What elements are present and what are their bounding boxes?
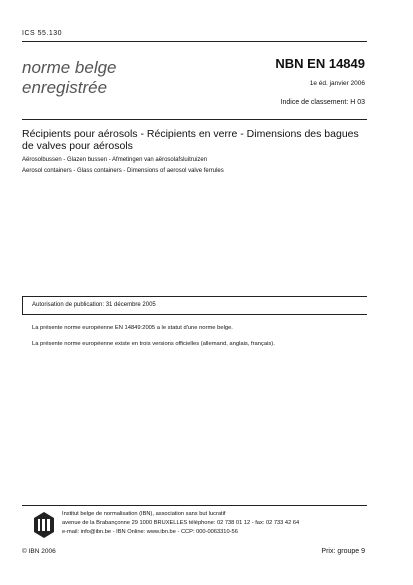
- standard-number: NBN EN 14849: [275, 56, 365, 71]
- copyright: © IBN 2006: [22, 548, 56, 555]
- title-dutch: Aërosolbussen - Glazen bussen - Afmetingen van aërosolafsluitruizen: [22, 157, 208, 163]
- brand-line-1: norme belge: [22, 58, 117, 77]
- brand-line-2: enregistrée: [22, 78, 108, 97]
- ics-code: ICS 55.130: [22, 30, 63, 37]
- document-title: Récipients pour aérosols - Récipients en verre - Dimensions des bagues de valves pour aérosols: [22, 128, 359, 152]
- authorisation-box-left: [22, 296, 23, 314]
- edition-date: 1e éd. janvier 2006: [309, 80, 365, 87]
- institute-name: Institut belge de normalisation (IBN), association sans but lucratif: [62, 511, 226, 517]
- ibn-logo: [34, 512, 54, 538]
- institute-contact: e-mail: info@ibn.be - IBN Online: www.ibn.be - CCP: 000-0063310-56: [62, 529, 238, 535]
- classification-index: Indice de classement: H 03: [280, 99, 365, 106]
- authorisation-text: Autorisation de publication: 31 décembre 2005: [32, 302, 156, 308]
- versions-paragraph: La présente norme européenne existe en trois versions officielles (allemand, anglais, français).: [32, 341, 275, 347]
- footer-rule: [22, 505, 367, 506]
- institute-address: avenue de la Brabançonne 29 1000 BRUXELLES téléphone: 02 738 01 12 - fax: 02 733 42 64: [62, 520, 300, 526]
- top-rule: [22, 41, 367, 42]
- title-english: Aerosol containers - Glass containers - Dimensions of aerosol valve ferrules: [22, 168, 224, 174]
- authorisation-box-bottom: [22, 314, 367, 315]
- brand-title: [22, 58, 117, 98]
- authorisation-box-top: [22, 296, 367, 297]
- status-paragraph: La présente norme européenne EN 14849:2005 a le statut d'une norme belge.: [32, 325, 233, 331]
- title-rule: [22, 119, 367, 120]
- price-group: Prix: groupe 9: [321, 548, 365, 555]
